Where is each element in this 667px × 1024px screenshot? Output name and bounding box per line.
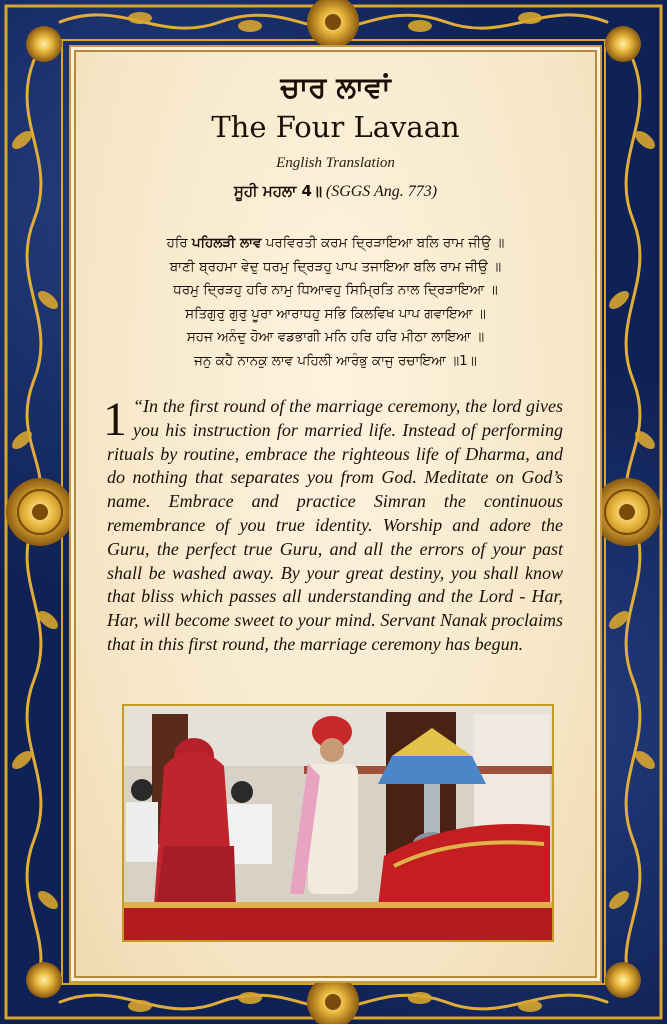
shabad-line: ਸਹਜ ਅਨੰਦੁ ਹੋਆ ਵਡਭਾਗੀ ਮਨਿ ਹਰਿ ਹਰਿ ਮੀਠਾ ਲਾਇਆ ॥	[186, 329, 485, 345]
translation-paragraph	[103, 393, 563, 657]
shabad-line: ਹਰਿ ਪਹਿਲੜੀ ਲਾਵ ਪਰਵਿਰਤੀ ਕਰਮ ਦ੍ਰਿੜਾਇਆ ਬਲਿ ਰਾਮ ਜੀਉ ॥	[166, 235, 505, 251]
shabad-line: ਬਾਣੀ ਬ੍ਰਹਮਾ ਵੇਦੁ ਧਰਮੁ ਦ੍ਰਿੜਹੁ ਪਾਪ ਤਜਾਇਆ ਬਲਿ ਰਾਮ ਜੀਉ ॥	[169, 258, 502, 275]
title-gurmukhi: ਚਾਰ ਲਾਵਾਂ	[280, 70, 391, 104]
shabad-line: ਸਤਿਗੁਰੁ ਗੁਰੁ ਪੂਰਾ ਆਰਾਧਹੁ ਸਭਿ ਕਿਲਵਿਖ ਪਾਪ ਗਵਾਇਆ ॥	[185, 305, 486, 322]
raag-gurmukhi: ਸੂਹੀ ਮਹਲਾ 4॥	[233, 182, 323, 200]
shabad-highlight: ਪਹਿਲੜੀ ਲਾਵ	[191, 235, 262, 251]
shabad-verse	[76, 232, 595, 373]
subtitle: English Translation	[276, 155, 395, 171]
flower-ornament-right	[593, 478, 661, 546]
shabad-line: ਧਰਮੁ ਦ੍ਰਿੜਹੁ ਹਰਿ ਨਾਮੁ ਧਿਆਵਹੁ ਸਿਮ੍ਰਿਤਿ ਨਾਲ ਦ੍ਰਿੜਾਇਆ ॥	[173, 282, 498, 298]
parchment-panel	[74, 50, 597, 978]
ceremony-photo	[122, 704, 554, 942]
ceremony-photo-illustration	[124, 706, 552, 940]
raag-heading	[76, 182, 595, 201]
round-number: 1	[103, 393, 127, 446]
shabad-line: ਜਨੁ ਕਹੈ ਨਾਨਕੁ ਲਾਵ ਪਹਿਲੀ ਆਰੰਭੁ ਕਾਜੁ ਰਚਾਇਆ ॥1॥	[194, 352, 477, 369]
raag-reference: (SGGS Ang. 773)	[325, 183, 438, 200]
translation-text: “In the first round of the marriage ceremony, the lord gives you his instruction for married life. Instead of performing rituals by routine, embrace the righteous life of Dharma, and do nothing that separates you from God. Meditate on God’s name. Embrace and practice Simran the continuous remembrance of you true identity. Worship and adore the Guru, the perfect true Guru, and all the errors of your past shall be washed away. By your great destiny, you shall know that bliss which passes all understanding and the Lord - Har, Har, will become sweet to your mind. Servant Nanak proclaims that in this first round, the marriage ceremony has begun.	[107, 396, 563, 654]
title-english: The Four Lavaan	[211, 110, 460, 144]
flower-ornament-left	[6, 478, 74, 546]
